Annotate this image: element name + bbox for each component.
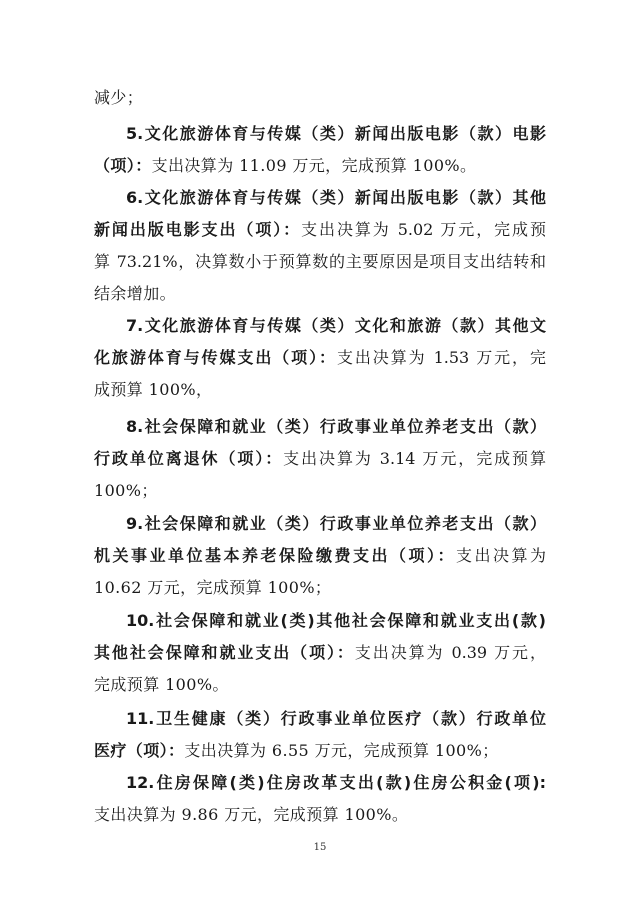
section-heading-11: 11.卫生健康（类）行政事业单位医疗（款）行政单位 bbox=[126, 709, 546, 728]
text-line: 支出决算为 9.86 万元，完成预算 100%。 bbox=[94, 805, 409, 824]
text-line: 其他社会保障和就业支出（项）：支出决算为 0.39 万元， bbox=[94, 643, 546, 662]
text-line: 10.62 万元，完成预算 100%； bbox=[94, 578, 332, 597]
section-heading-6: 6.文化旅游体育与传媒（类）新闻出版电影（款）其他 bbox=[126, 188, 546, 207]
section-heading-7: 7.文化旅游体育与传媒（类）文化和旅游（款）其他文 bbox=[126, 316, 546, 335]
text-line: 减少； bbox=[94, 88, 144, 107]
page-number: 15 bbox=[313, 842, 327, 853]
text-line: （项）：支出决算为 11.09 万元，完成预算 100%。 bbox=[94, 156, 477, 175]
text-line: 算 73.21%，决算数小于预算数的主要原因是项目支出结转和 bbox=[94, 252, 546, 271]
text-line: 新闻出版电影支出（项）：支出决算为 5.02 万元，完成预 bbox=[94, 220, 546, 239]
section-heading-10: 10.社会保障和就业(类)其他社会保障和就业支出(款) bbox=[126, 611, 546, 630]
section-heading-5: 5.文化旅游体育与传媒（类）新闻出版电影（款）电影 bbox=[126, 124, 546, 143]
text-line: 医疗（项）：支出决算为 6.55 万元，完成预算 100%； bbox=[94, 741, 499, 760]
text-line: 化旅游体育与传媒支出（项）：支出决算为 1.53 万元，完 bbox=[94, 348, 546, 367]
text-line: 结余增加。 bbox=[94, 284, 177, 303]
text-line: 完成预算 100%。 bbox=[94, 675, 229, 694]
text-line: 成预算 100%， bbox=[94, 380, 213, 399]
section-heading-8: 8.社会保障和就业（类）行政事业单位养老支出（款） bbox=[126, 417, 546, 436]
text-line: 行政单位离退休（项）：支出决算为 3.14 万元，完成预算 bbox=[94, 449, 546, 468]
section-heading-9: 9.社会保障和就业（类）行政事业单位养老支出（款） bbox=[126, 514, 546, 533]
text-line: 100%； bbox=[94, 481, 158, 500]
section-heading-12: 12.住房保障(类)住房改革支出(款)住房公积金(项): bbox=[126, 773, 546, 792]
text-line: 机关事业单位基本养老保险缴费支出（项）：支出决算为 bbox=[94, 546, 546, 565]
